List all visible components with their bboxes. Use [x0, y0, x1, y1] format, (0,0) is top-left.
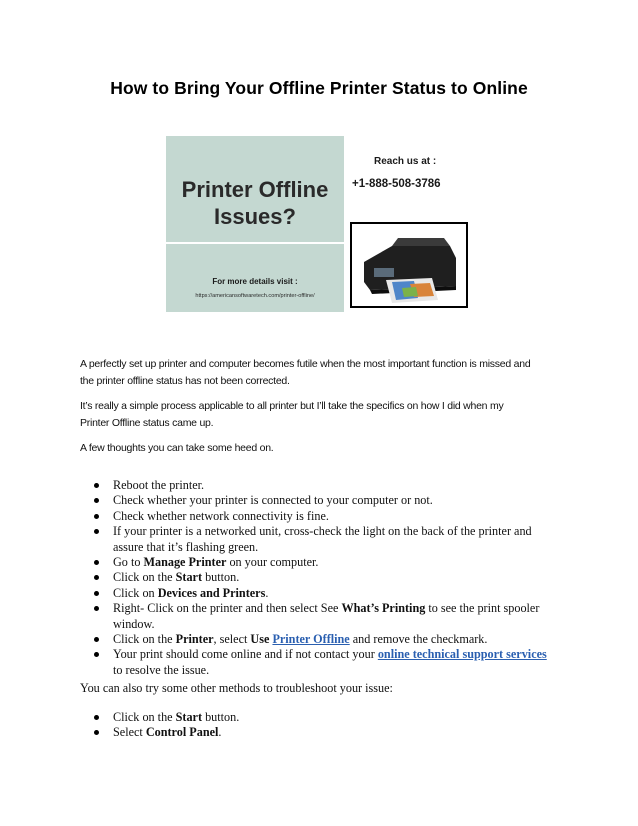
intro-paragraph-2 [80, 398, 580, 431]
manage-printer-label: Manage Printer [143, 555, 227, 570]
list-item: Click on the Start button. [0, 570, 558, 585]
printer-image-frame [350, 222, 468, 308]
list-item: Right- Click on the printer and then select See What’s Printing to see the print spooler window. [0, 601, 558, 632]
printer-icon [352, 224, 466, 306]
banner-headline-line1: Printer Offline [181, 177, 329, 202]
other-methods-intro: You can also try some other methods to troubleshoot your issue: [80, 681, 393, 695]
page-title: How to Bring Your Offline Printer Status to Online [110, 78, 528, 98]
list-item: Click on Devices and Printers. [0, 586, 558, 601]
list-item: Select Control Panel. [0, 725, 558, 740]
start-label: Start [175, 570, 203, 585]
printer-label: Printer [175, 632, 214, 647]
phone-number: +1-888-508-3786 [352, 178, 441, 190]
banner-details-label: For more details visit : [212, 277, 298, 286]
list-item: Check whether your printer is connected to your computer or not. [0, 493, 558, 508]
printer-offline-link[interactable]: Printer Offline [272, 632, 350, 647]
intro-paragraph-1 [80, 356, 580, 389]
list-item: Click on the Printer, select Use Printer Offline and remove the checkmark. [0, 632, 558, 647]
banner-image [166, 136, 474, 312]
list-item: Your print should come online and if not contact your online technical support services to resolve the issue. [0, 647, 558, 678]
list-item: Click on the Start button. [0, 710, 558, 725]
list-item: Go to Manage Printer on your computer. [0, 555, 558, 570]
other-methods-list [0, 710, 638, 741]
banner-details-url: https://americansoftwaretech.com/printer-offline/ [195, 293, 315, 299]
intro-p1-line2: the printer offline status has not been corrected. [80, 374, 290, 387]
list-item: Reboot the printer. [0, 478, 558, 493]
banner-divider [166, 242, 344, 244]
start-label-2: Start [175, 710, 203, 724]
list-item: Check whether network connectivity is fine. [0, 509, 558, 524]
whats-printing-label: What’s Printing [341, 601, 426, 616]
support-services-link[interactable]: online technical support services [377, 647, 547, 662]
banner-left-panel [166, 136, 344, 312]
banner-headline [166, 176, 344, 230]
list-item: If your printer is a networked unit, cross-check the light on the back of the printer and assure that it’s flashing green. [0, 524, 558, 555]
reach-label: Reach us at : [374, 156, 437, 167]
intro-p2-line1: It’s really a simple process applicable to all printer but I’ll take the specifics on how I did when my [80, 400, 504, 412]
intro-p1-line1: A perfectly set up printer and computer becomes futile when the most important function is missed and [80, 358, 531, 370]
banner-headline-line2: Issues? [214, 204, 296, 229]
devices-printers-label: Devices and Printers [157, 585, 266, 600]
control-panel-label: Control Panel [145, 725, 219, 740]
banner-right-panel [344, 136, 474, 312]
intro-p2-line2: Printer Offline status came up. [80, 416, 214, 429]
intro-paragraph-3: A few thoughts you can take some heed on. [80, 442, 274, 454]
steps-list [0, 478, 638, 678]
use-label: Use [250, 632, 273, 647]
